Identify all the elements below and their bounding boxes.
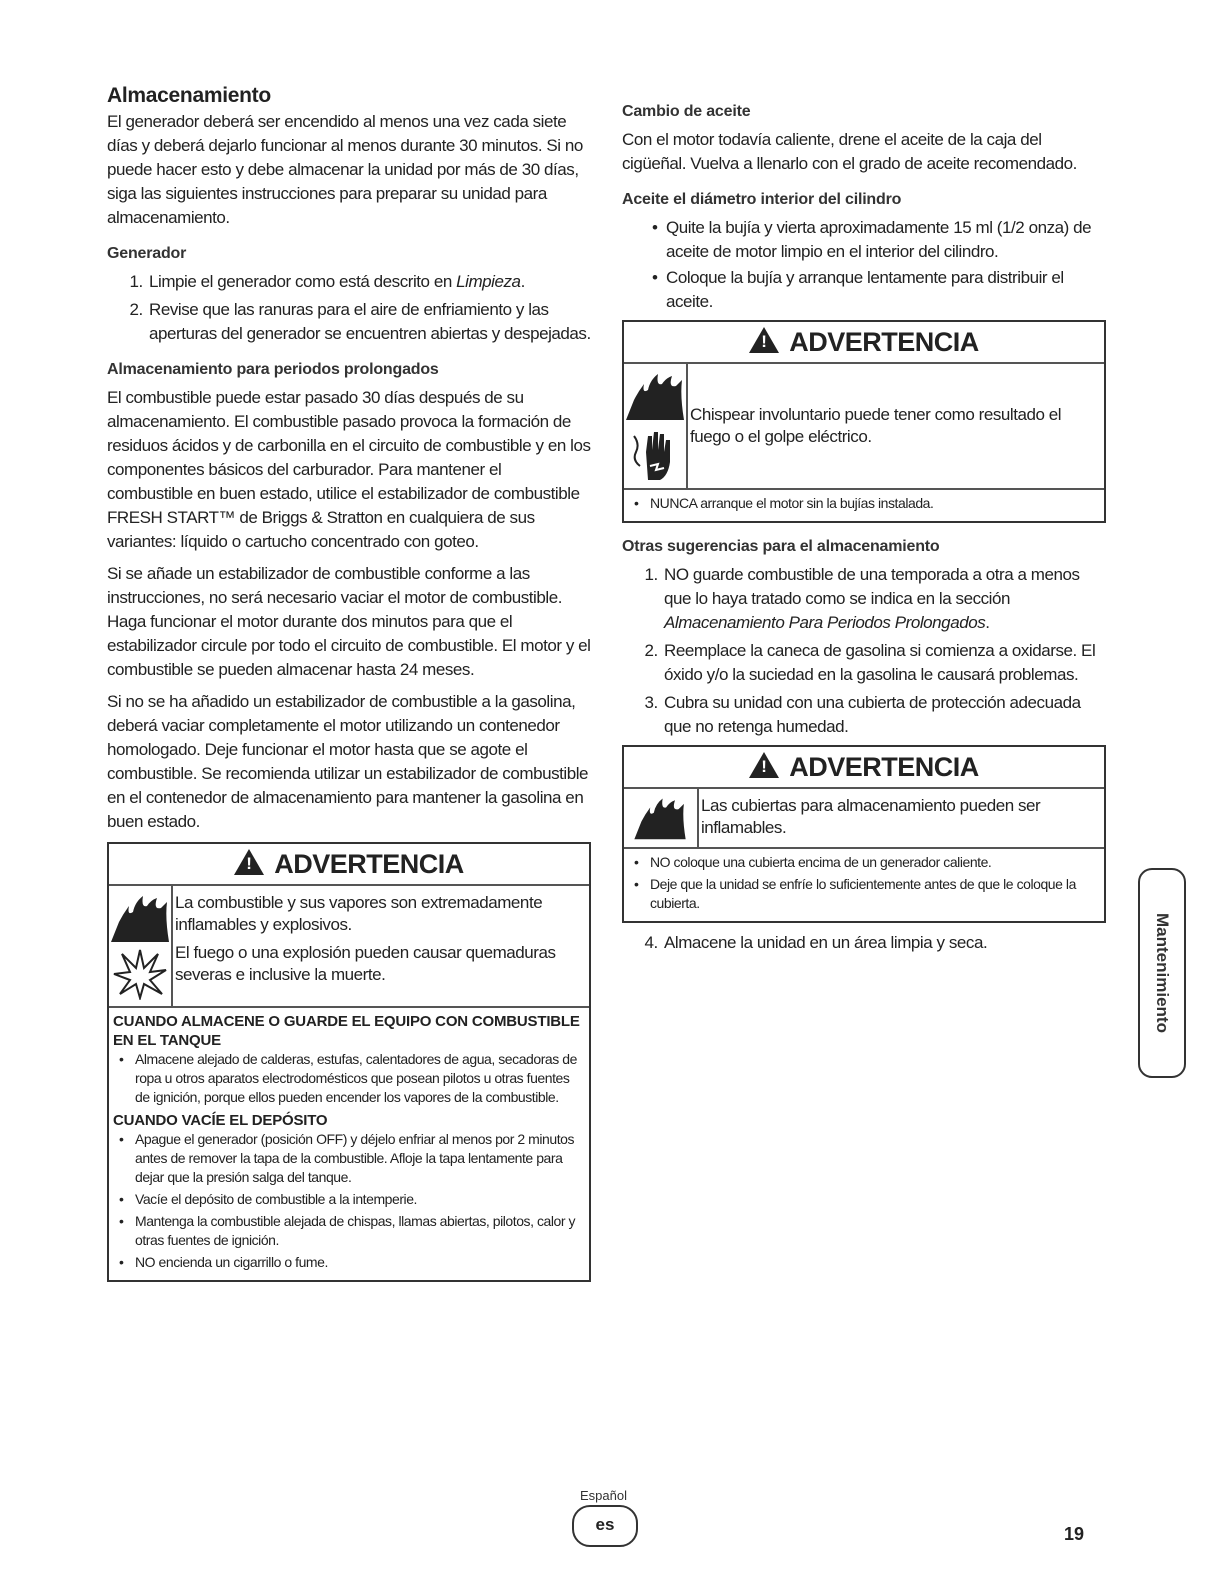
fire-icon xyxy=(624,370,686,422)
warning-triangle-icon xyxy=(749,752,779,778)
tip-step: 2. Reemplace la caneca de gasolina si comienza a oxidarse. El óxido y/o la suciedad en la gasolina le causará problemas. xyxy=(662,639,1106,687)
section-title: Almacenamiento xyxy=(107,84,271,107)
warning-item: • NO encienda un cigarrillo o fume. xyxy=(135,1253,585,1272)
cylinder-item: • Coloque la bujía y arranque lentamente para distribuir el aceite. xyxy=(666,266,1106,314)
footer-language: Español xyxy=(580,1488,627,1503)
warning-header: !ADVERTENCIA xyxy=(624,322,1104,364)
explosion-icon xyxy=(112,948,168,1000)
intro-paragraph: El generador deberá ser encendido al menos una vez cada siete días y deberá dejarlo funcionar al menos durante 30 minutos. Si no puede hacer esto y debe almacenar la unidad por más de 30 días, siga las siguientes instrucciones para preparar su unidad para almacenamiento. xyxy=(107,112,583,227)
warning-triangle-icon xyxy=(234,849,264,875)
warning-item: • Deje que la unidad se enfríe lo suficientemente antes de que le coloque la cubierta. xyxy=(650,875,1100,913)
spark-warning-box xyxy=(622,320,1106,523)
warning-triangle-icon xyxy=(749,327,779,353)
other-tips-heading: Otras sugerencias para el almacenamiento xyxy=(622,538,940,555)
generator-step: 1. Limpie el generador como está descrito en Limpieza. xyxy=(147,270,591,294)
language-badge: es xyxy=(572,1505,638,1547)
paragraph: Si se añade un estabilizador de combustible conforme a las instrucciones, no será necesario vaciar el motor de combustible. Haga funcionar el motor durante dos minutos para que el estabilizador circule por todo el circuito de combustible. El motor y el combustible se pueden almacenar hasta 24 meses. xyxy=(107,564,591,679)
cylinder-item: • Quite la bujía y vierta aproximadamente 15 ml (1/2 onza) de aceite de motor limpio en el interior del cilindro. xyxy=(666,216,1106,264)
fire-icon xyxy=(109,892,171,944)
warning-item: • Apague el generador (posición OFF) y déjelo enfriar al menos por 2 minutos antes de remover la tapa de la combustible. Afloje la tapa lentamente para dejar que la presión salga del tanque. xyxy=(135,1130,585,1187)
paragraph: Si no se ha añadido un estabilizador de combustible a la gasolina, deberá vaciar completamente el motor utilizando un contenedor homologado. Deje funcionar el motor hasta que se agote el combustible. Se recomienda utilizar un estabilizador de combustible en el contenedor de almacenamiento para mantener la gasolina en buen estado. xyxy=(107,692,589,831)
warning-item: • Vacíe el depósito de combustible a la intemperie. xyxy=(135,1190,585,1209)
generator-steps xyxy=(107,270,591,346)
warning-text: Las cubiertas para almacenamiento pueden ser inflamables. xyxy=(700,796,1041,837)
oil-change-text: Con el motor todavía caliente, drene el aceite de la caja del cigüeñal. Vuelva a llenarlo con el grado de aceite recomendado. xyxy=(622,130,1077,173)
section-side-tab: Mantenimiento xyxy=(1138,868,1186,1078)
warning-subheading: CUANDO ALMACENE O GUARDE EL EQUIPO CON COMBUSTIBLE EN EL TANQUE xyxy=(113,1013,580,1049)
fire-icon xyxy=(629,795,691,841)
electric-shock-hand-icon xyxy=(630,426,680,482)
warning-text: El fuego o una explosión pueden causar quemaduras severas e inclusive la muerte. xyxy=(175,943,556,984)
warning-text: Chispear involuntario puede tener como resultado el fuego o el golpe eléctrico. xyxy=(690,405,1062,446)
oil-change-heading: Cambio de aceite xyxy=(622,103,751,120)
warning-item: • Almacene alejado de calderas, estufas, calentadores de agua, secadoras de ropa u otros aparatos electrodomésticos que posean pilotos u otras fuentes de ignición, porque ellos pueden encender los vapores de la combustible. xyxy=(135,1050,585,1107)
cylinder-heading: Aceite el diámetro interior del cilindro xyxy=(622,191,902,208)
warning-item: • Mantenga la combustible alejada de chispas, llamas abiertas, pilotos, calor y otras fuentes de ignición. xyxy=(135,1212,585,1250)
warning-text: La combustible y sus vapores son extremadamente inflamables y explosivos. xyxy=(175,893,543,934)
tip-step: 1. NO guarde combustible de una temporada a otra a menos que lo haya tratado como se indica en la sección Almacenamiento Para Periodos Prolongados. xyxy=(662,563,1106,635)
page-number: 19 xyxy=(1064,1524,1085,1544)
warning-header: !ADVERTENCIA xyxy=(624,747,1104,789)
generator-step: 2. Revise que las ranuras para el aire de enfriamiento y las aperturas del generador se encuentren abiertas y despejadas. xyxy=(147,298,591,346)
warning-subheading: CUANDO VACÍE EL DEPÓSITO xyxy=(113,1112,328,1129)
warning-item: • NO coloque una cubierta encima de un generador caliente. xyxy=(650,853,1100,872)
tip-step: 3. Cubra su unidad con una cubierta de protección adecuada que no retenga humedad. xyxy=(662,691,1106,739)
paragraph: El combustible puede estar pasado 30 días después de su almacenamiento. El combustible pasado provoca la formación de residuos ácidos y de carbonilla en el circuito de combustible y en los componentes básicos del carburador. Para mantener el combustible en buen estado, utilice el estabilizador de combustible FRESH START™ de Briggs & Stratton en cualquiera de sus variantes: líquido o cartucho concentrado con goteo. xyxy=(107,388,591,551)
long-storage-heading: Almacenamiento para periodos prolongados xyxy=(107,361,439,378)
warning-header: !ADVERTENCIA xyxy=(109,844,589,886)
cover-warning-box xyxy=(622,745,1106,923)
generator-heading: Generador xyxy=(107,245,187,262)
left-column xyxy=(107,84,591,1290)
warning-item: • NUNCA arranque el motor sin la bujías instalada. xyxy=(650,494,1100,513)
tip-step: 4. Almacene la unidad en un área limpia y seca. xyxy=(662,931,1106,955)
right-column xyxy=(622,100,1106,961)
fuel-warning-box xyxy=(107,842,591,1282)
